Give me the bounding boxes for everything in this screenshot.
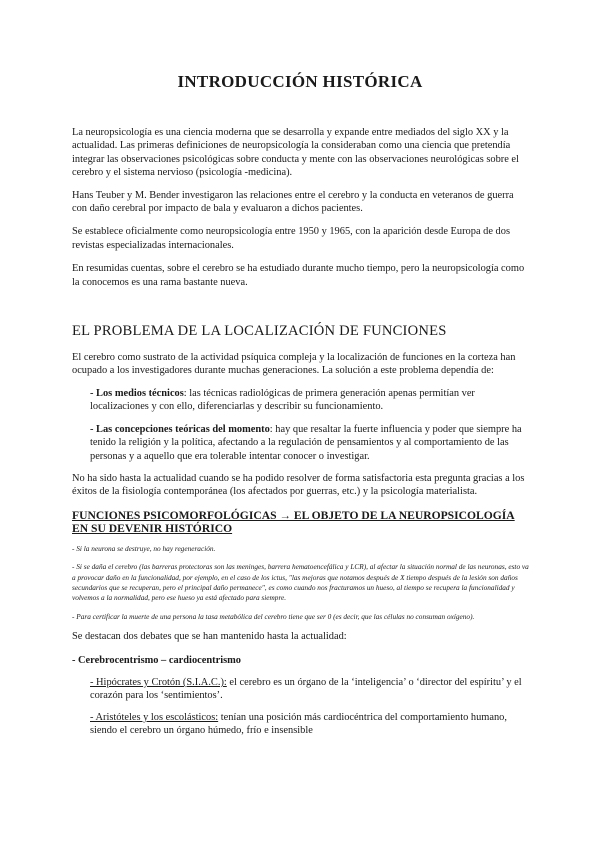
page-title: INTRODUCCIÓN HISTÓRICA [177,72,423,91]
debate-text: tenían una posición más cardiocéntrica del comportamiento humano, siendo el cerebro un órgano húmedo, frío e insensible [90,711,507,737]
bullet-item [90,423,530,463]
debate-item [90,711,530,738]
debate-term: - Aristóteles y los escolásticos: [90,711,219,723]
debate-text: el cerebro es un órgano de la ‘inteligencia’ o ‘director del espíritu’ y el corazón para los ‘sentimientos’. [90,676,522,702]
intro-paragraph: En resumidas cuentas, sobre el cerebro se ha estudiado durante mucho tiempo, pero la neuropsicología como la conocemos es una rama bastante nueva. [72,263,525,288]
bullet-term: - Las concepciones teóricas del momento [90,423,270,435]
note-item: - Para certificar la muerte de una persona la tasa metabólica del cerebro tiene que ser 0 (es decir, que las células no consuman oxígeno). [72,611,475,621]
bullet-text: : hay que resaltar la fuerte influencia y poder que siempre ha tenido la religión y la política, afectando a la regulación de pensamientos y al comportamiento de las personas y a aquello que era tolerable intentar conocer o investigar. [90,423,522,462]
section-closing-paragraph: No ha sido hasta la actualidad cuando se ha podido resolver de forma satisfactoria esta pregunta gracias a los éxitos de la fisiología contemporánea (los afectados por guerras, etc.) y la psicología materialista. [72,472,525,498]
intro-paragraph: La neuropsicología es una ciencia moderna que se desarrolla y expande entre mediados del siglo XX y la actualidad. Las primeras definiciones de neuropsicología la consideraban como una ciencia que pretendía integrar las observaciones psicológicas sobre conducta y mente con las observaciones neurológicas sobre el cerebro y el sistema nervioso (psicología -medicina). [72,127,519,179]
debates-intro-paragraph: Se destacan dos debates que se han mantenido hasta la actualidad: [72,631,347,643]
bullet-term: - Los medios técnicos [90,387,184,399]
debate-item [90,676,530,703]
bullet-text: : las técnicas radiológicas de primera generación apenas permitían ver localizaciones y con ello, diferenciarlas y describir su funcionamiento. [90,387,475,413]
section-heading: EL PROBLEMA DE LA LOCALIZACIÓN DE FUNCIONES [72,323,447,340]
document-body [72,126,530,746]
debate-term: - Hipócrates y Crotón (S.I.A.C.): [90,676,227,688]
section-intro-paragraph: El cerebro como sustrato de la actividad psíquica compleja y la localización de funciones en la corteza han ocupado a los investigadores durante muchas generaciones. La solución a este problema dependía de: [72,352,516,377]
intro-paragraph: Hans Teuber y M. Bender investigaron las relaciones entre el cerebro y la conducta en veteranos de guerra con daño cerebral por impacto de bala y evaluaron a dichos pacientes. [72,189,514,215]
note-item: - Si la neurona se destruye, no hay regeneración. [72,543,216,553]
debate-heading: - Cerebrocentrismo – cardiocentrismo [72,654,241,666]
note-item: - Si se daña el cerebro (las barreras protectoras son las meninges, barrera hematoencefálica y LCR), al afectar la situación normal de las neuronas, esto va a provocar daño en la funcionalidad, por ejemplo, en el caso de los ictus, "las mejoras que notamos después de X tiempo después de la lesión son daños secundarios que se recuperan, pero el principal daño permanece", es como cuando nos fracturamos un hueso, al tiempo se recupera la funcionalidad y volvemos a la normalidad, pero ese hueso ya está afectado para siempre. [72,562,529,603]
bullet-item [90,387,530,414]
subsection-heading: FUNCIONES PSICOMORFOLÓGICAS → EL OBJETO DE LA NEUROPSICOLOGÍA EN SU DEVENIR HISTÓRICO [72,508,515,535]
intro-paragraph: Se establece oficialmente como neuropsicología entre 1950 y 1965, con la aparición desde Europa de dos revistas especializadas internacionales. [72,226,510,251]
